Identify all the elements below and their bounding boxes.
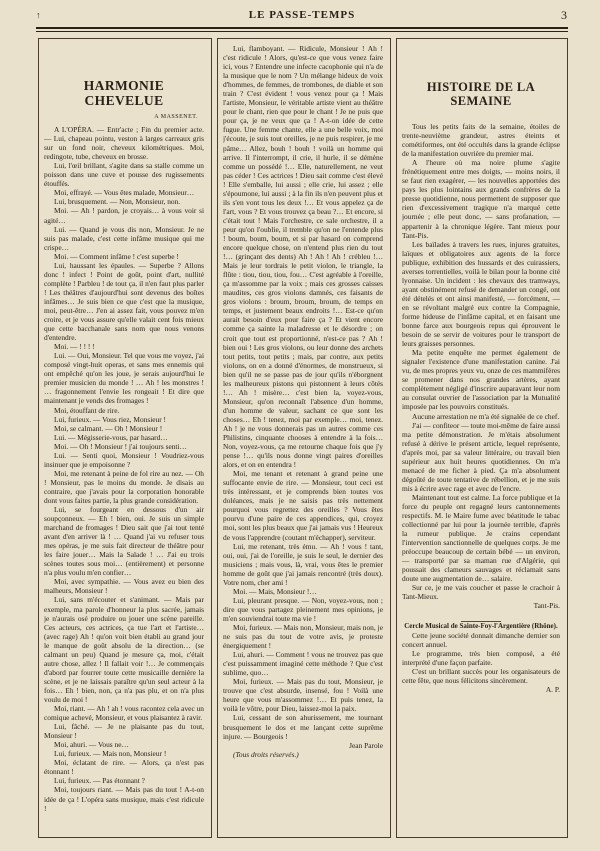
- paragraph: Lui, haussant les épaules. — Superbe ? Allons donc ! infect ! Point de goût, point d'art, nullité complète ! Parbleu ! de tout ça, il n'en faut plus parler ! Les théâtres d'aujourd'hui sont devenus des boîtes infâmes… Je suis bien ce que c'est que la musique, moi, peut-être… J'en ai assez fait, vous pouvez m'en croire, et je vous assure qu'elle valait cent fois mieux que cette bacchanale sans nom que nous venons d'entendre.: [44, 260, 204, 343]
- article-body: [44, 125, 204, 813]
- paragraph: Lui, me retenant, très ému. — Ah ! vous ! tant, oui, oui, j'ai de l'oreille, je suis le seul, le dernier des musiciens ; mais vous, là, vrai, vous êtes le premier homme de goût que j'ai jamais rencontré (très doux). Votre nom, cher ami !: [223, 541, 383, 587]
- paragraph: Maintenant tout est calme. La force publique et la force du peuple ont regagné leurs cantonnements respectifs. M. le Maire fume avec béatitude le tabac collectionné par lui pour la journée terrible, d'après la rumeur publique. Je crains cependant l'intervention sanctionnelle de quelques corps. Je me préoccupe beaucoup de certain bébé — un environ, — transporté par sa maman rue d'Algérie, qui poussait des clameurs sauvages et réclamait sans doute une augmentation de… salaire.: [402, 492, 560, 584]
- paragraph: Lui, furieux. — Vous riez, Monsieur !: [54, 414, 167, 424]
- header-mark: ↑: [36, 10, 42, 20]
- paragraph: Moi. — Comment infâme ! c'est superbe !: [54, 251, 179, 261]
- paragraph: Lui, cessant de son ahurissement, me tournant brusquement le dos et me lançant cette suprême injure. — Bourgeois !: [223, 713, 383, 741]
- paragraph: Moi, toujours riant. — Mais pas du tout ! A-t-on idée de ça ! L'opéra sans musique, mais c'est ridicule !: [44, 785, 204, 813]
- paragraph: Lui, flamboyant. — Ridicule, Monsieur ! Ah ! c'est ridicule ! Alors, qu'est-ce que vous venez faire ici, vous ? Entendre une infecte cacophonie qui n'a de la musique que le nom ? Un mélange hideux de voix d'hommes, de femmes, de trombones, de diable et son train ? C'est évident ! vous venez pour ça ! Mais l'artiste, Monsieur, le véritable artiste vient au théâtre pour le chant, rien que pour le chant ! Je ne puis que pour ça, je ne veux que ça ! A-t-on idée de cette fugue. Une femme chante, elle a une belle voix, moi j'écoute, je suis tout oreilles, je ne puis respirer, je me pâme… Allez, bouh ! bouh ! voilà un homme qui arrive. Il l'interrompt, il crie, il hurle, il se démène comme un possédé !… Elle, naturellement, ne veut pas céder ! Ces actrices ! Dieu sait comme c'est élevé ! Elle s'emballe, lui aussi ; elle crie, lui assez ; elle s'époumone, lui aussi ; à la fin ils n'en peuvent plus et ils s'en vont tous les deux !… Et vous appelez ça de l'art, vous ? Et vous trouvez ça beau ?… Et encore, si c'était tout ! Mais l'orchestre, ce sale orchestre, il a peur qu'on l'oublie, il tremble qu'on ne l'entende plus ! boum, boum, boum, et si par hasard on comprend encore quelque chose, on n'entend plus rien du tout !… (grinçant des dents) Ah ! Ah ! Ah ! crébleu !… Mais je leur tordrais le petit violon, le triangle, la flûte : tiou, tiou, tiou, fou… C'est agréable à l'oreille, ça m'assomme par la voix ; mais ces grosses caisses maudites, ces gros violons damnés, ces faisants de gros violons : broum, broum, broum, de temps en temps, et justement beaux endroits !… Est-ce qu'on aurait besoin d'eux pour faire ça ? Et vient encore comme ça sainte la maladresse et le désordre ; on croit que tout est proportionné, n'est-ce pas ? Ah ! bien oui ! Les gros violons, ou leur donne des archets tout petits, tout petits ; mais, par contre, aux petits violons, on en a donné d'énormes, de monstrueux, si bien qu'il ne se passe pas de jour qu'ils n'éborgnent les malheureux pistons qui pistonnent à leurs côtés !… Ah ! misère… c'est bien la, voyez-vous, Monsieur, qu'on reconnaît l'absence d'un homme, d'un homme de valeur, sachant ce que sont les choses… Eh ! tenez, moi par exemple… moi, tenez. Ah ! je ne vous donnerais pas un autres comme ces Philistins, cinquante chooses à entendre à la fois… Non, voyez-vous, ça me retourne chaque fois que j'y pense !… qu'ils nous donne vingt paires d'oreilles alors, et on en entendra !: [223, 44, 383, 470]
- paragraph: Moi, me retenant à peine de fol rire au nez. — Oh ! Monsieur, pas le moins du monde. Je disais au contraire, que j'avais pour la corporation honorable dont vous faites partie, la plus grande considération.: [44, 468, 204, 505]
- paragraph: Lui, brusquement. — Non, Monsieur, non.: [54, 197, 181, 207]
- article-dedication: A MASSENET.: [154, 114, 198, 120]
- author-signature: Jean Parole: [349, 740, 383, 750]
- section-signature: Tant-Pis.: [533, 601, 560, 611]
- paragraph: Cette jeune société donnait dimanche dernier son concert annuel.: [402, 630, 560, 649]
- paragraph: A L'OPÉRA. — Entr'acte ; Fin du premier acte. — Lui, chapeau pointu, veston à larges carreaux gris sur un fond noir, cheveux kilométriques. Moi, redingote, tube, cheveux en brosse.: [44, 125, 204, 162]
- paragraph: Lui, sans m'écouter et s'animant. — Mais par exemple, ma parole d'honneur la plus sacrée, jamais je n'aurais osé produire ou jouer une scène pareille. Ces acteurs, ces actrices, ça tue l'art et l'artiste… (avec rage) Ah ! qu'on voit bien établi au grand jour le manque de goût absolu de la direction… (se calmant un peu) Quand je mesure ça, moi, c'était autre chose, allez ! Il fallait voir !… Je commençais d'abord par fourrer toute cette musicaille dernière la scène, et je ne laissais paraître qu'un seul acteur à la fois… Eh ! bien, non, ça n'a pas plu, et on n'a plus voulu de moi !: [44, 595, 204, 704]
- paragraph: Moi, me tenant et retenant à grand peine une suffocante envie de rire. — Monsieur, tout ceci est très intéressant, et je comprends bien toutes vos doléances, mais je ne saisis pas très nettement pourquoi vous regrettez des oreilles ? Vous êtes pourvu d'une paire de ces appendices, qui, croyez moi, sont les plus beaux que j'ai jamais vus ! Heureux de vous l'apprendre (coutant m'échapper), serviteur.: [223, 469, 383, 542]
- subsection-body: [402, 631, 560, 685]
- paragraph: J'ai — confiteor — toute moi-même de faire aussi ma petite démonstration. Je m'étais absolument refusé à dérive le présent article, lequel représente, d'après moi, par sa valeur littéraire, ou travail bien supérieur aux huit heures quotidiennes. On m'a menacé de me ficher à pied. Ça m'a absolument dégoûté de toute tentative de rébellion, et je me suis mis à écrire avec rage et avec de l'encre.: [402, 420, 560, 493]
- article-title: HARMONIE CHEVELUE: [83, 78, 165, 108]
- paragraph: Moi. — ! ! ! !: [54, 342, 95, 352]
- paragraph: C'est un brillant succès pour les organisateurs de cette fête, que nous félicitons sincèrement.: [402, 666, 560, 685]
- page-number: 3: [561, 8, 568, 22]
- paragraph: Lui, furieux. — Pas étonnant ?: [54, 776, 145, 786]
- paragraph: Moi, éclatant de rire. — Alors, ça n'est pas étonnant !: [44, 758, 204, 777]
- paragraph: Lui, pleurant presque. — Non, voyez-vous, non ; dire que vous partagez pleinement mes opinions, je m'en souviendrai toute ma vie !: [223, 595, 383, 623]
- paragraph: Moi, ahuri. — Vous ne…: [54, 740, 129, 750]
- paragraph: Le programme, très bien composé, a été interprété d'une façon parfaite.: [402, 648, 560, 667]
- paragraph: Moi, riant. — Ah ! ah ! vous racontez cela avec un comique achevé, Monsieur, et vous plaisantez à ravir.: [44, 704, 204, 723]
- publication-title: LE PASSE-TEMPS: [248, 9, 356, 21]
- paragraph: Lui. — Senti quoi, Monsieur ! Voudriez-vous insinuer que je empoisonne ?: [44, 450, 204, 469]
- paragraph: Moi, effrayé. — Vous êtes malade, Monsieur…: [54, 188, 195, 198]
- paragraph: Tous les petits faits de la semaine, étoiles de trente-neuvième grandeur, astres éteints et cométiformes, ont été occultés dans la grande éclipse de la manifestation ouvrière du premier mai.: [402, 122, 560, 159]
- article-body-continued: [223, 44, 383, 741]
- column-3: [402, 44, 560, 830]
- paragraph: Lui, furieux. — Mais non, Monsieur !: [54, 749, 167, 759]
- header-rule-thin: [36, 31, 568, 32]
- column-1: [44, 44, 204, 830]
- paragraph: Lui. — Oui, Monsieur. Tel que vous me voyez, j'ai composé vingt-huit operas, et sans mes ennemis qui ont empêché qu'on les joue, je serais aujourd'hui le premier musicien du monde ! … Ah ! les monstres ! … fragonnement l'envie les rongeait ! Et dire que maintenant je vends des fromages !: [44, 351, 204, 406]
- paragraph: Lui, ahuri. — Comment ! vous ne trouvez pas que c'est puissamment imaginé cette méthode ? Que c'est sublime, quo…: [223, 650, 383, 678]
- paragraph: Lui, se fourgeant en dessous d'un air soupçonneux. — Eh ! bien, oui. Je suis un simple marchand de fromages ! Dieu sait que j'ai tout tenté avant d'en arriver là ! … Quand j'ai vu refuser tous mes opéras, je me suis fait directeur de théâtre pour les faire jouer… Mais la Salade ! … J'ai eu trois scènes toutes sous moi… (entièrement) et personne n'a plus voulu m'en confier…: [44, 505, 204, 578]
- paragraph: Sur ce, je me vais coucher et passe le crachoir à Tant-Mieux.: [402, 583, 560, 602]
- paragraph: Moi, furieux. — Mais non, Monsieur, mais non, je ne suis pas du tout de votre avis, je proteste énergiquement !: [223, 623, 383, 651]
- paragraph: Les baïlades à travers les rues, injures gratuites, laïques et obligatoires aux agents de la force publique, exhibition des hussards et des cuirassiers, averses torrentielles, voilà le bilan pour la bonne cité lyonnaise. Un incident : les chevaux des tramways, ayant obstinément refusé de demander un congé, ont été dételés et ont ainsi manifesté, — forcément, — en se révoltant malgré eux contre la Compagnie, forme hideuse de l'infâme capital, et en faisant une bonne farce aux bourgeois repus qui éprouvent le besoin de se servir de voitures pour le transport de leurs graisses personnes.: [402, 239, 560, 349]
- paragraph: Lui, l'œil brillant, s'agite dans sa stalle comme un poisson dans une cuve et pousse des rugissements étouffés.: [44, 161, 204, 189]
- column-2: [223, 44, 383, 830]
- paragraph: Moi, se calmant. — Oh ! Monsieur !: [54, 423, 163, 433]
- paragraph: Moi. — Mais, Monsieur !…: [233, 586, 317, 596]
- paragraph: Moi. — Ah ! pardon, je croyais… à vous voir si agité…: [44, 206, 204, 225]
- subsection-title: Cercle Musical de Sainte-Foy-l'Argentière (Rhône).: [404, 621, 558, 630]
- paragraph: Moi, avec sympathie. — Vous avez eu bien des malheurs, Monsieur !: [44, 577, 204, 596]
- section-title: HISTOIRE DE LA SEMAINE: [426, 80, 536, 108]
- subsection-signature: A. P.: [545, 684, 560, 694]
- paragraph: Moi. — Oh ! Monsieur ! j'ai toujours senti…: [54, 441, 187, 451]
- section-body: [402, 122, 560, 601]
- paragraph: A l'heure où ma noire plume s'agite frénétiquement entre mes doigts, — moins noirs, il se faut rien exagérer, — les nouvelles apportées des pays les plus lointains aux grands confrères de la presse quotidienne, nous permettent de supposer que rien d'excessivement tragique n'a marqué cette journée ; elle peut donc, — sans profanation, — appartenir à la chronique légère. Tant mieux pour Tant-Pis.: [402, 158, 560, 240]
- rights-notice: (Tous droits réservés.): [233, 749, 299, 759]
- paragraph: Lui, fâché. — Je ne plaisante pas du tout, Monsieur !: [44, 722, 204, 741]
- page-header: [36, 8, 568, 26]
- header-rule: [36, 27, 568, 29]
- paragraph: Lui. — Mégisserie-vous, par hasard…: [54, 432, 168, 442]
- paragraph: Lui. — Quand je vous dis non, Monsieur. Je ne suis pas malade, c'est cette infâme musique qui me crispe…: [44, 224, 204, 252]
- paragraph: Moi, étouffant de rire.: [54, 405, 120, 415]
- paragraph: Moi, furieux. — Mais pas du tout, Monsieur, je trouve que c'est absurde, insensé, fou ! Voilà une heure que vous m'assommez !… Et puis tenez, la voilà le vôtre, pour Dieu, laissez-moi la paix.: [223, 677, 383, 714]
- paragraph: Aucune arrestation ne m'a été signalée de ce chef.: [412, 411, 560, 421]
- paragraph: Ma petite enquête me permet également de signaler l'existence d'une manifestation canine. J'ai vu, de mes propres yeux vu, onze de ces mammifères se promener dans nos grandes artères, ayant complètement négligé d'inscrire auparavant leur nom au consulat ouvrier de l'association par la Mutualité imposée par les pouvoirs constitués.: [402, 348, 560, 412]
